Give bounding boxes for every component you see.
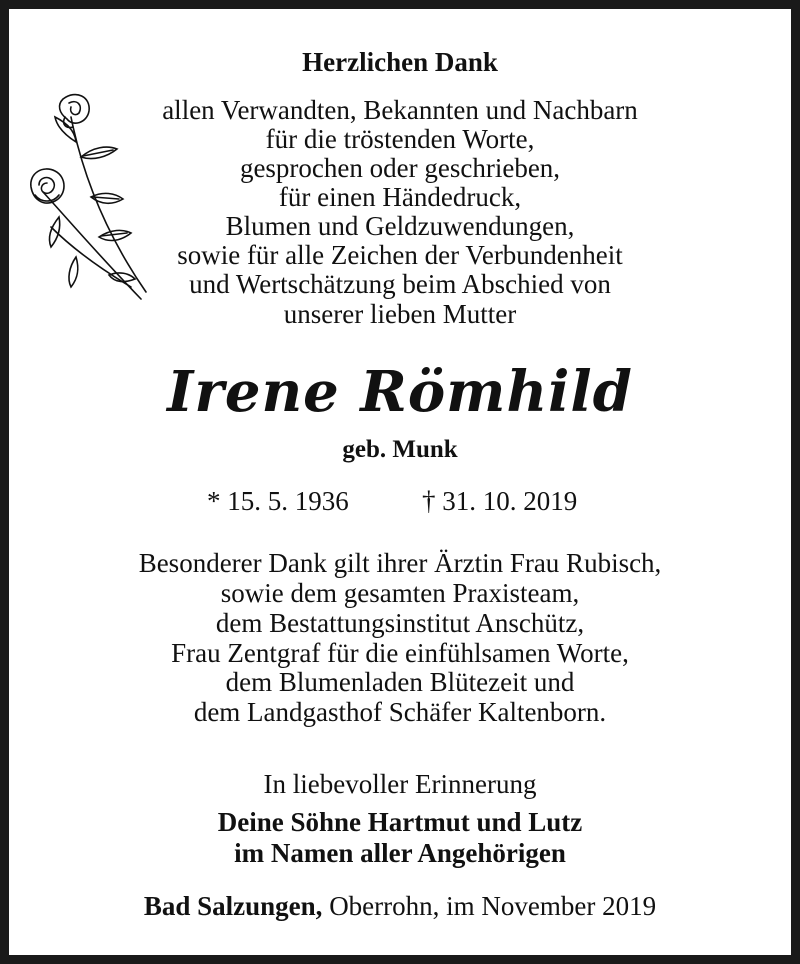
deceased-name: Irene Römhild (167, 359, 633, 425)
birth-date: * 15. 5. 1936 (207, 486, 349, 516)
intro-line: Blumen und Geldzuwendungen, (225, 211, 575, 241)
intro-line: unserer lieben Mutter (283, 299, 517, 329)
place-bold: Bad Salzungen, (143, 891, 323, 921)
intro-line: sowie für alle Zeichen der Verbundenheit (177, 240, 623, 270)
thanks-line: dem Blumenladen Blütezeit und (225, 667, 575, 697)
thanks-line: Besonderer Dank gilt ihrer Ärztin Frau Rubisch, (138, 548, 662, 578)
thanks-line: Frau Zentgraf für die einfühlsamen Worte, (171, 638, 629, 668)
death-date: † 31. 10. 2019 (422, 486, 578, 516)
thanks-line: dem Landgasthof Schäfer Kaltenborn. (193, 697, 607, 727)
heading: Herzlichen Dank (302, 47, 498, 77)
place-rest: Oberrohn, im November 2019 (322, 891, 657, 921)
thanks-line: sowie dem gesamten Praxisteam, (220, 578, 580, 608)
place-date-line (9, 891, 791, 922)
thanks-line: dem Bestattungsinstitut Anschütz, (215, 608, 585, 638)
intro-line: und Wertschätzung beim Abschied von (189, 269, 611, 299)
memory-line: In liebevoller Erinnerung (263, 769, 537, 799)
intro-line: für einen Händedruck, (278, 182, 522, 212)
signer-line: im Namen aller Angehörigen (234, 838, 566, 868)
intro-line: allen Verwandten, Bekannten und Nachbarn (162, 95, 638, 125)
intro-line: für die tröstenden Worte, (265, 124, 535, 154)
maiden-name: geb. Munk (342, 436, 458, 463)
intro-line: gesprochen oder geschrieben, (239, 153, 561, 183)
signer-line: Deine Söhne Hartmut und Lutz (217, 807, 583, 837)
